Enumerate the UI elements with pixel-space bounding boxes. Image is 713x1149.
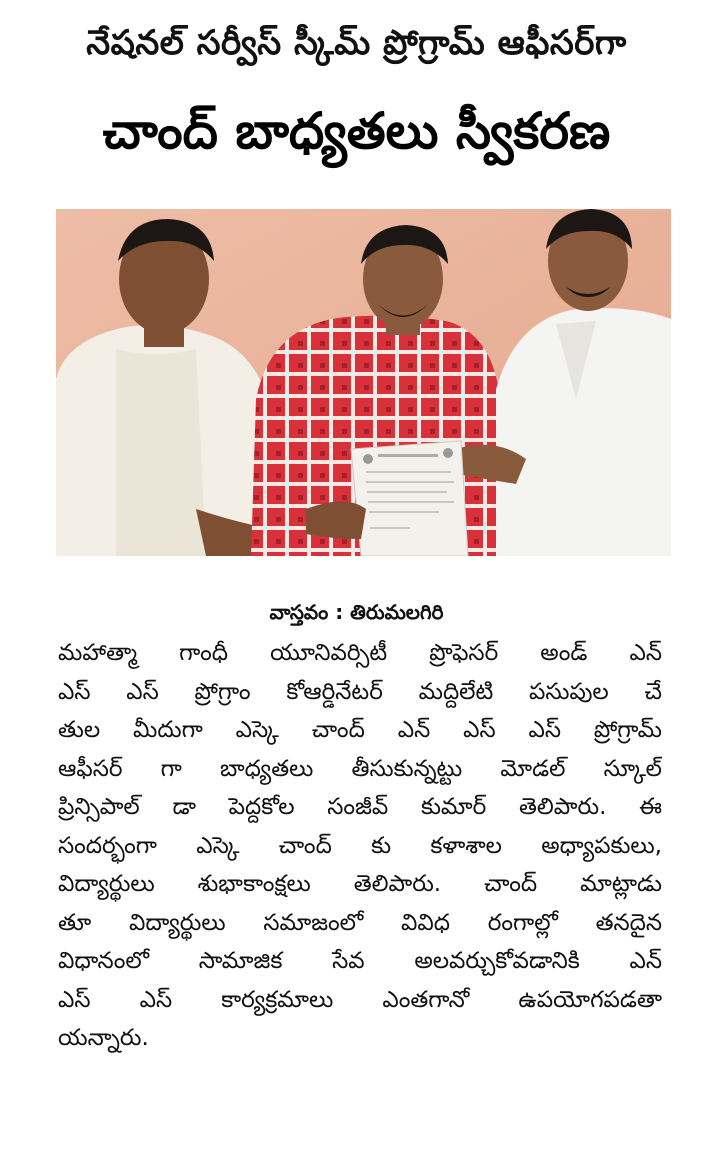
headline-subtitle: నేషనల్ సర్వీస్ స్కీమ్ ప్రోగ్రామ్ ఆఫీసర్‌గా bbox=[86, 23, 627, 63]
body-line: విద్యార్థులు శుభాకాంక్షలు తెలిపారు. చాంద్ మాట్లాడు bbox=[58, 871, 662, 897]
body-line: ఎస్ ఎస్ కార్యక్రమాలు ఎంతగానో ఉపయోగపడతా bbox=[58, 986, 662, 1013]
hand-left bbox=[306, 502, 366, 540]
body-line: విధానంలో సామాజిక సేవ అలవర్చుకోవడానికి ఎన్ bbox=[58, 948, 662, 974]
photo-illustration bbox=[56, 209, 671, 556]
body-line: ఆఫీసర్ గా బాధ్యతలు తీసుకున్నట్టు మోడల్ స్కూల్ bbox=[58, 755, 662, 782]
headline-title: చాంద్ బాధ్యతలు స్వీకరణ bbox=[102, 102, 611, 160]
body-line: సందర్భంగా ఎస్కె చాంద్ కు కళాశాల అధ్యాపకులు, bbox=[58, 832, 662, 859]
body-line: తుల మీదుగా ఎస్కె చాంద్ ఎన్ ఎస్ ఎస్ ప్రోగ్రామ్ bbox=[58, 717, 662, 743]
body-line: మహాత్మా గాంధీ యూనివర్సిటీ ప్రొఫెసర్ అండ్ ఎన్ bbox=[58, 640, 662, 666]
dateline: వాస్తవం : తిరుమలగిరి bbox=[269, 600, 444, 624]
body-line: యన్నారు. bbox=[58, 1025, 149, 1051]
certificate-paper bbox=[351, 441, 468, 556]
body-line: ప్రిన్సిపాల్ డా పెద్దకోల సంజీవ్ కుమార్ తెలిపారు. ఈ bbox=[58, 794, 662, 820]
article-body bbox=[58, 634, 662, 1058]
news-photo bbox=[56, 209, 671, 556]
body-line: తూ విద్యార్థులు సమాజంలో వివిధ రంగాల్లో తనదైన bbox=[58, 909, 662, 936]
body-line: ఎస్ ఎస్ ప్రోగ్రాం కోఆర్డినేటర్ మద్దిలేటి పసుపుల చే bbox=[58, 678, 662, 705]
